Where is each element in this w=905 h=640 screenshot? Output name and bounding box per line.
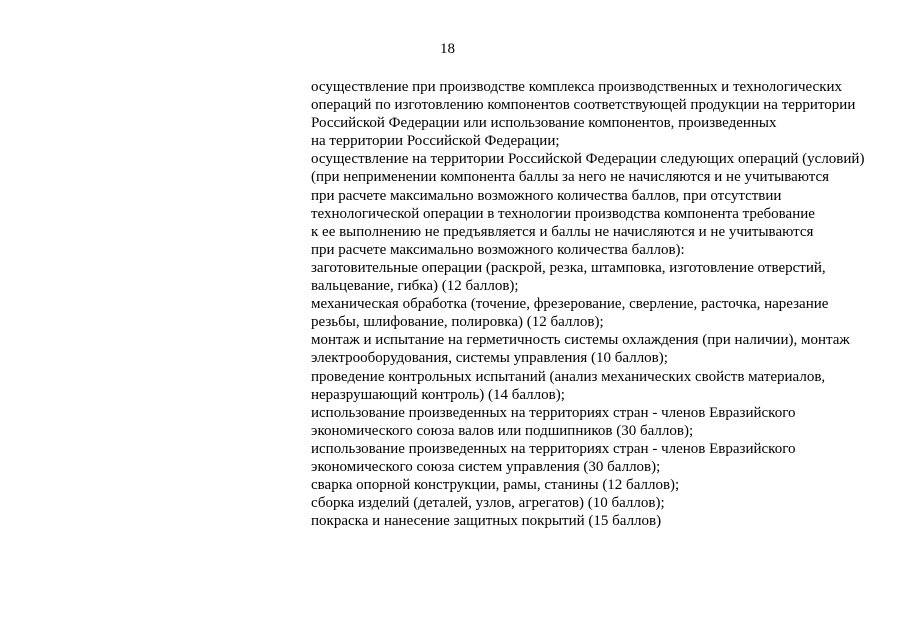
text-line: вальцевание, гибка) (12 баллов); (311, 278, 519, 295)
text-line: Российской Федерации или использование компонентов, произведенных (311, 115, 777, 132)
text-line: технологической операции в технологии производства компонента требование (311, 205, 815, 222)
document-body (311, 78, 891, 530)
text-line: покраска и нанесение защитных покрытий (15 баллов) (311, 513, 662, 530)
text-line: при расчете максимально возможного количества баллов, при отсутствии (311, 187, 782, 204)
text-line: монтаж и испытание на герметичность системы охлаждения (при наличии), монтаж (311, 332, 850, 349)
text-line: заготовительные операции (раскрой, резка, штамповка, изготовление отверстий, (311, 259, 826, 276)
text-line: на территории Российской Федерации; (311, 133, 560, 150)
text-line: при расчете максимально возможного количества баллов): (311, 241, 685, 258)
text-line: экономического союза систем управления (30 баллов); (311, 458, 661, 475)
text-line: (при неприменении компонента баллы за него не начисляются и не учитываются (311, 169, 830, 186)
text-line: экономического союза валов или подшипников (30 баллов); (311, 422, 694, 439)
text-line: осуществление при производстве комплекса производственных и технологических (311, 79, 843, 95)
page-number: 18 (440, 41, 455, 57)
text-line: сварка опорной конструкции, рамы, станины (12 баллов); (311, 477, 680, 494)
text-line: осуществление на территории Российской Федерации следующих операций (условий) (311, 151, 865, 168)
text-line: операций по изготовлению компонентов соответствующей продукции на территории (311, 97, 856, 114)
text-line: неразрушающий контроль) (14 баллов); (311, 386, 565, 403)
text-line: электрооборудования, системы управления (10 баллов); (311, 350, 668, 367)
text-line: использование произведенных на территориях стран - членов Евразийского (311, 440, 796, 457)
text-line: резьбы, шлифование, полировка) (12 баллов); (311, 314, 604, 331)
text-line: проведение контрольных испытаний (анализ механических свойств материалов, (311, 368, 826, 385)
text-line: использование произведенных на территориях стран - членов Евразийского (311, 404, 796, 421)
text-line: сборка изделий (деталей, узлов, агрегатов) (10 баллов); (311, 495, 665, 512)
text-line: к ее выполнению не предъявляется и баллы не начисляются и не учитываются (311, 223, 814, 240)
text-line: механическая обработка (точение, фрезерование, сверление, расточка, нарезание (311, 296, 829, 313)
